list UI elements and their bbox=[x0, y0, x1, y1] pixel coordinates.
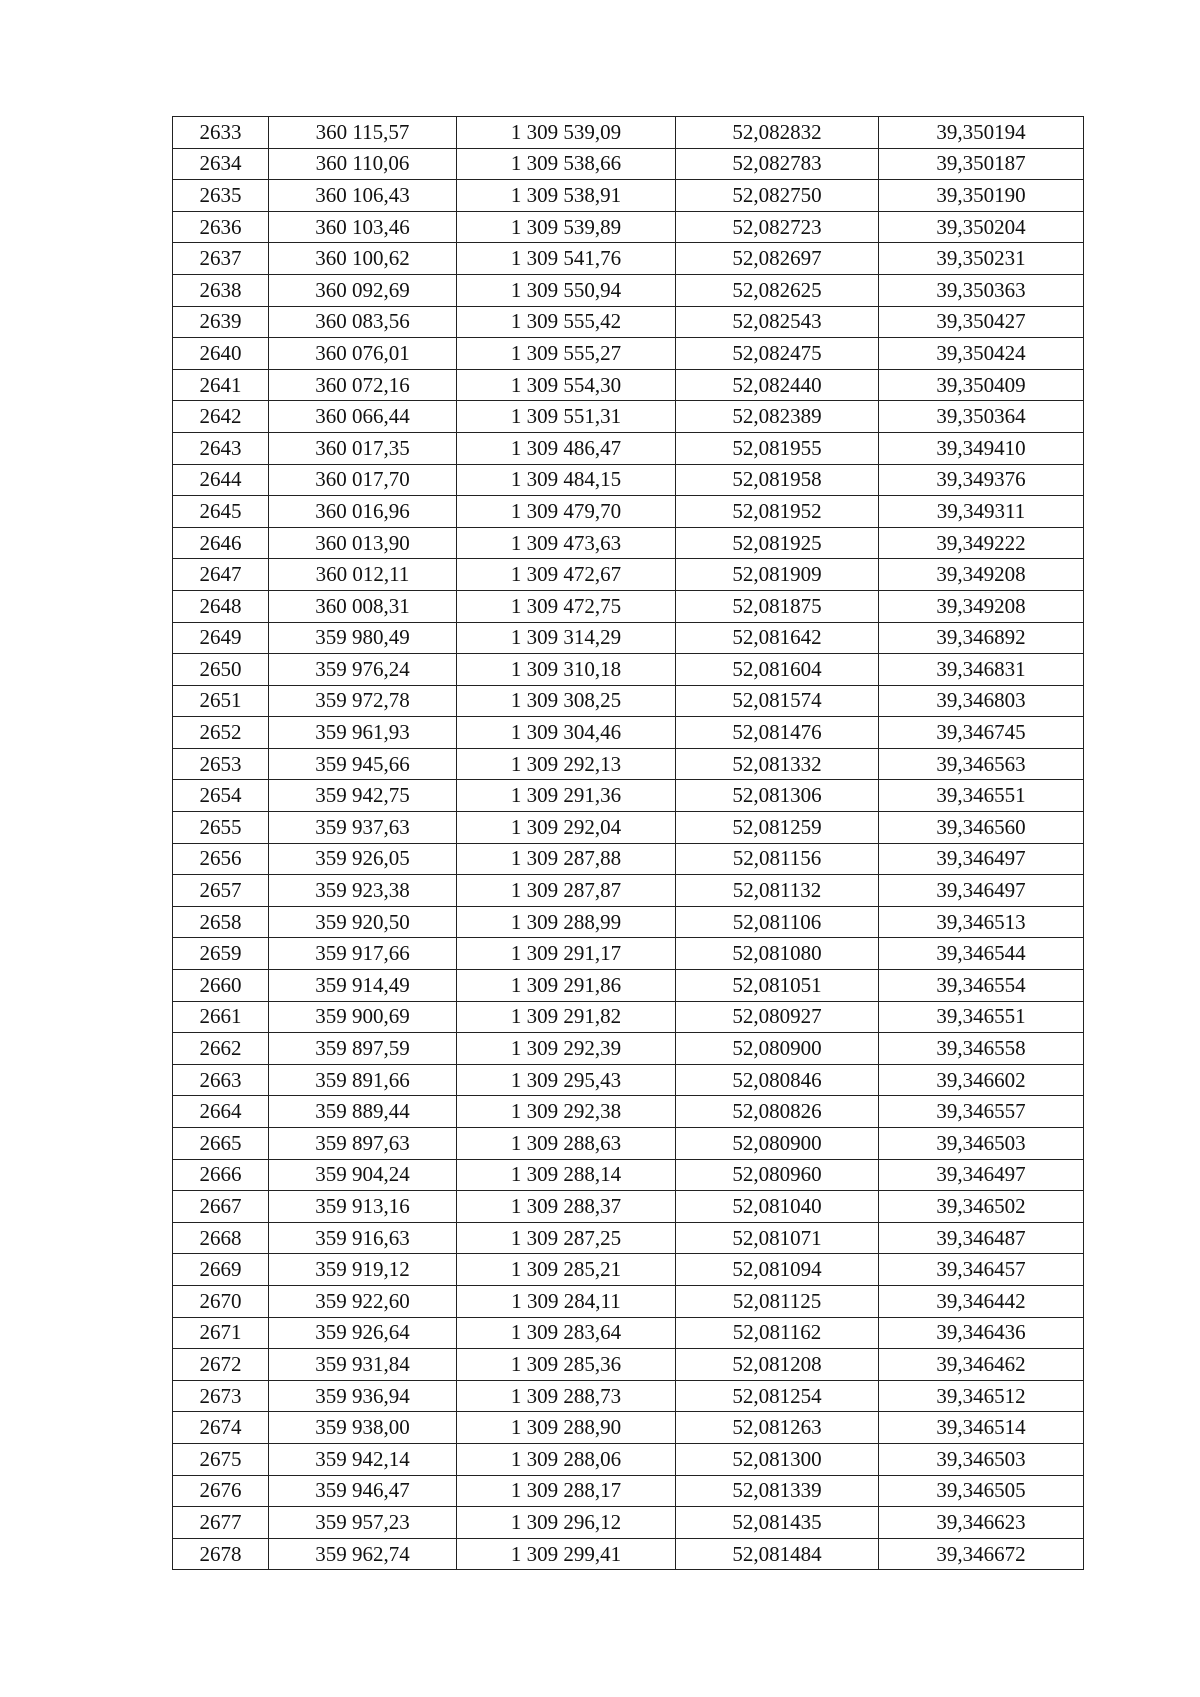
table-row bbox=[173, 906, 1084, 938]
y-coordinate-cell: 1 309 288,37 bbox=[457, 1191, 676, 1223]
y-coordinate-cell: 1 309 288,17 bbox=[457, 1475, 676, 1507]
longitude-cell: 39,350409 bbox=[879, 369, 1084, 401]
y-coordinate-cell: 1 309 292,04 bbox=[457, 812, 676, 844]
table-row bbox=[173, 496, 1084, 528]
table-row bbox=[173, 590, 1084, 622]
y-coordinate-cell: 1 309 539,89 bbox=[457, 211, 676, 243]
latitude-cell: 52,081300 bbox=[676, 1443, 879, 1475]
table-row bbox=[173, 1191, 1084, 1223]
longitude-cell: 39,346505 bbox=[879, 1475, 1084, 1507]
y-coordinate-cell: 1 309 538,66 bbox=[457, 148, 676, 180]
longitude-cell: 39,346803 bbox=[879, 685, 1084, 717]
table-row bbox=[173, 559, 1084, 591]
x-coordinate-cell: 359 914,49 bbox=[269, 970, 457, 1002]
y-coordinate-cell: 1 309 555,42 bbox=[457, 306, 676, 338]
x-coordinate-cell: 360 106,43 bbox=[269, 180, 457, 212]
latitude-cell: 52,081125 bbox=[676, 1285, 879, 1317]
y-coordinate-cell: 1 309 486,47 bbox=[457, 432, 676, 464]
point-number-cell: 2636 bbox=[173, 211, 269, 243]
point-number-cell: 2649 bbox=[173, 622, 269, 654]
latitude-cell: 52,081208 bbox=[676, 1349, 879, 1381]
table-row bbox=[173, 1507, 1084, 1539]
table-row bbox=[173, 1254, 1084, 1286]
point-number-cell: 2671 bbox=[173, 1317, 269, 1349]
y-coordinate-cell: 1 309 472,67 bbox=[457, 559, 676, 591]
point-number-cell: 2638 bbox=[173, 274, 269, 306]
longitude-cell: 39,350231 bbox=[879, 243, 1084, 275]
latitude-cell: 52,081955 bbox=[676, 432, 879, 464]
table-row bbox=[173, 1349, 1084, 1381]
point-number-cell: 2658 bbox=[173, 906, 269, 938]
table-row bbox=[173, 338, 1084, 370]
x-coordinate-cell: 359 957,23 bbox=[269, 1507, 457, 1539]
longitude-cell: 39,346602 bbox=[879, 1064, 1084, 1096]
latitude-cell: 52,081875 bbox=[676, 590, 879, 622]
longitude-cell: 39,346551 bbox=[879, 780, 1084, 812]
longitude-cell: 39,346503 bbox=[879, 1443, 1084, 1475]
y-coordinate-cell: 1 309 538,91 bbox=[457, 180, 676, 212]
point-number-cell: 2666 bbox=[173, 1159, 269, 1191]
longitude-cell: 39,346892 bbox=[879, 622, 1084, 654]
table-row bbox=[173, 622, 1084, 654]
latitude-cell: 52,080900 bbox=[676, 1033, 879, 1065]
x-coordinate-cell: 359 897,59 bbox=[269, 1033, 457, 1065]
x-coordinate-cell: 360 012,11 bbox=[269, 559, 457, 591]
longitude-cell: 39,346462 bbox=[879, 1349, 1084, 1381]
point-number-cell: 2655 bbox=[173, 812, 269, 844]
table-row bbox=[173, 117, 1084, 149]
point-number-cell: 2647 bbox=[173, 559, 269, 591]
latitude-cell: 52,081952 bbox=[676, 496, 879, 528]
longitude-cell: 39,346512 bbox=[879, 1380, 1084, 1412]
latitude-cell: 52,082625 bbox=[676, 274, 879, 306]
longitude-cell: 39,346487 bbox=[879, 1222, 1084, 1254]
x-coordinate-cell: 359 923,38 bbox=[269, 875, 457, 907]
longitude-cell: 39,350187 bbox=[879, 148, 1084, 180]
table-row bbox=[173, 1412, 1084, 1444]
x-coordinate-cell: 360 013,90 bbox=[269, 527, 457, 559]
y-coordinate-cell: 1 309 555,27 bbox=[457, 338, 676, 370]
latitude-cell: 52,081162 bbox=[676, 1317, 879, 1349]
y-coordinate-cell: 1 309 291,36 bbox=[457, 780, 676, 812]
longitude-cell: 39,350363 bbox=[879, 274, 1084, 306]
longitude-cell: 39,350424 bbox=[879, 338, 1084, 370]
coordinates-table bbox=[172, 116, 1084, 1570]
x-coordinate-cell: 359 926,05 bbox=[269, 843, 457, 875]
y-coordinate-cell: 1 309 292,39 bbox=[457, 1033, 676, 1065]
y-coordinate-cell: 1 309 479,70 bbox=[457, 496, 676, 528]
latitude-cell: 52,080846 bbox=[676, 1064, 879, 1096]
y-coordinate-cell: 1 309 284,11 bbox=[457, 1285, 676, 1317]
point-number-cell: 2668 bbox=[173, 1222, 269, 1254]
x-coordinate-cell: 360 103,46 bbox=[269, 211, 457, 243]
point-number-cell: 2677 bbox=[173, 1507, 269, 1539]
table-row bbox=[173, 780, 1084, 812]
x-coordinate-cell: 359 976,24 bbox=[269, 654, 457, 686]
latitude-cell: 52,082750 bbox=[676, 180, 879, 212]
x-coordinate-cell: 360 076,01 bbox=[269, 338, 457, 370]
table-row bbox=[173, 180, 1084, 212]
longitude-cell: 39,346436 bbox=[879, 1317, 1084, 1349]
y-coordinate-cell: 1 309 308,25 bbox=[457, 685, 676, 717]
x-coordinate-cell: 360 008,31 bbox=[269, 590, 457, 622]
table-row bbox=[173, 1222, 1084, 1254]
latitude-cell: 52,081925 bbox=[676, 527, 879, 559]
point-number-cell: 2674 bbox=[173, 1412, 269, 1444]
y-coordinate-cell: 1 309 310,18 bbox=[457, 654, 676, 686]
y-coordinate-cell: 1 309 285,36 bbox=[457, 1349, 676, 1381]
point-number-cell: 2652 bbox=[173, 717, 269, 749]
longitude-cell: 39,349376 bbox=[879, 464, 1084, 496]
latitude-cell: 52,080960 bbox=[676, 1159, 879, 1191]
table-row bbox=[173, 875, 1084, 907]
longitude-cell: 39,350427 bbox=[879, 306, 1084, 338]
point-number-cell: 2648 bbox=[173, 590, 269, 622]
y-coordinate-cell: 1 309 295,43 bbox=[457, 1064, 676, 1096]
longitude-cell: 39,346513 bbox=[879, 906, 1084, 938]
longitude-cell: 39,346563 bbox=[879, 748, 1084, 780]
latitude-cell: 52,081476 bbox=[676, 717, 879, 749]
latitude-cell: 52,081051 bbox=[676, 970, 879, 1002]
longitude-cell: 39,346623 bbox=[879, 1507, 1084, 1539]
point-number-cell: 2670 bbox=[173, 1285, 269, 1317]
latitude-cell: 52,081040 bbox=[676, 1191, 879, 1223]
table-row bbox=[173, 211, 1084, 243]
x-coordinate-cell: 359 931,84 bbox=[269, 1349, 457, 1381]
x-coordinate-cell: 359 926,64 bbox=[269, 1317, 457, 1349]
latitude-cell: 52,081080 bbox=[676, 938, 879, 970]
y-coordinate-cell: 1 309 292,13 bbox=[457, 748, 676, 780]
latitude-cell: 52,082543 bbox=[676, 306, 879, 338]
table-row bbox=[173, 1443, 1084, 1475]
x-coordinate-cell: 360 100,62 bbox=[269, 243, 457, 275]
y-coordinate-cell: 1 309 314,29 bbox=[457, 622, 676, 654]
latitude-cell: 52,082783 bbox=[676, 148, 879, 180]
table-row bbox=[173, 970, 1084, 1002]
x-coordinate-cell: 359 962,74 bbox=[269, 1538, 457, 1570]
table-row bbox=[173, 243, 1084, 275]
table-row bbox=[173, 432, 1084, 464]
point-number-cell: 2633 bbox=[173, 117, 269, 149]
y-coordinate-cell: 1 309 472,75 bbox=[457, 590, 676, 622]
longitude-cell: 39,346551 bbox=[879, 1001, 1084, 1033]
table-row bbox=[173, 1033, 1084, 1065]
table-row bbox=[173, 654, 1084, 686]
longitude-cell: 39,346503 bbox=[879, 1128, 1084, 1160]
latitude-cell: 52,080900 bbox=[676, 1128, 879, 1160]
latitude-cell: 52,082832 bbox=[676, 117, 879, 149]
latitude-cell: 52,081339 bbox=[676, 1475, 879, 1507]
point-number-cell: 2645 bbox=[173, 496, 269, 528]
latitude-cell: 52,081263 bbox=[676, 1412, 879, 1444]
latitude-cell: 52,082697 bbox=[676, 243, 879, 275]
table-row bbox=[173, 938, 1084, 970]
x-coordinate-cell: 359 900,69 bbox=[269, 1001, 457, 1033]
point-number-cell: 2637 bbox=[173, 243, 269, 275]
latitude-cell: 52,081254 bbox=[676, 1380, 879, 1412]
x-coordinate-cell: 360 115,57 bbox=[269, 117, 457, 149]
longitude-cell: 39,350190 bbox=[879, 180, 1084, 212]
table-row bbox=[173, 1317, 1084, 1349]
point-number-cell: 2644 bbox=[173, 464, 269, 496]
x-coordinate-cell: 359 922,60 bbox=[269, 1285, 457, 1317]
longitude-cell: 39,346560 bbox=[879, 812, 1084, 844]
table-row bbox=[173, 274, 1084, 306]
y-coordinate-cell: 1 309 554,30 bbox=[457, 369, 676, 401]
table-row bbox=[173, 1475, 1084, 1507]
table-row bbox=[173, 527, 1084, 559]
longitude-cell: 39,346544 bbox=[879, 938, 1084, 970]
longitude-cell: 39,346831 bbox=[879, 654, 1084, 686]
point-number-cell: 2669 bbox=[173, 1254, 269, 1286]
point-number-cell: 2641 bbox=[173, 369, 269, 401]
y-coordinate-cell: 1 309 292,38 bbox=[457, 1096, 676, 1128]
x-coordinate-cell: 359 942,75 bbox=[269, 780, 457, 812]
longitude-cell: 39,346497 bbox=[879, 1159, 1084, 1191]
point-number-cell: 2659 bbox=[173, 938, 269, 970]
point-number-cell: 2635 bbox=[173, 180, 269, 212]
longitude-cell: 39,346497 bbox=[879, 875, 1084, 907]
table-row bbox=[173, 1064, 1084, 1096]
point-number-cell: 2676 bbox=[173, 1475, 269, 1507]
latitude-cell: 52,080927 bbox=[676, 1001, 879, 1033]
longitude-cell: 39,346442 bbox=[879, 1285, 1084, 1317]
latitude-cell: 52,081958 bbox=[676, 464, 879, 496]
latitude-cell: 52,081306 bbox=[676, 780, 879, 812]
table-row bbox=[173, 148, 1084, 180]
x-coordinate-cell: 359 904,24 bbox=[269, 1159, 457, 1191]
longitude-cell: 39,349208 bbox=[879, 559, 1084, 591]
latitude-cell: 52,082440 bbox=[676, 369, 879, 401]
point-number-cell: 2672 bbox=[173, 1349, 269, 1381]
point-number-cell: 2660 bbox=[173, 970, 269, 1002]
latitude-cell: 52,081909 bbox=[676, 559, 879, 591]
y-coordinate-cell: 1 309 299,41 bbox=[457, 1538, 676, 1570]
latitude-cell: 52,081642 bbox=[676, 622, 879, 654]
point-number-cell: 2675 bbox=[173, 1443, 269, 1475]
y-coordinate-cell: 1 309 283,64 bbox=[457, 1317, 676, 1349]
table-row bbox=[173, 748, 1084, 780]
point-number-cell: 2667 bbox=[173, 1191, 269, 1223]
x-coordinate-cell: 360 072,16 bbox=[269, 369, 457, 401]
x-coordinate-cell: 359 945,66 bbox=[269, 748, 457, 780]
y-coordinate-cell: 1 309 288,14 bbox=[457, 1159, 676, 1191]
latitude-cell: 52,081332 bbox=[676, 748, 879, 780]
table-row bbox=[173, 685, 1084, 717]
x-coordinate-cell: 359 917,66 bbox=[269, 938, 457, 970]
table-row bbox=[173, 369, 1084, 401]
y-coordinate-cell: 1 309 287,88 bbox=[457, 843, 676, 875]
x-coordinate-cell: 359 961,93 bbox=[269, 717, 457, 749]
x-coordinate-cell: 360 110,06 bbox=[269, 148, 457, 180]
y-coordinate-cell: 1 309 285,21 bbox=[457, 1254, 676, 1286]
latitude-cell: 52,081156 bbox=[676, 843, 879, 875]
table-row bbox=[173, 306, 1084, 338]
point-number-cell: 2650 bbox=[173, 654, 269, 686]
x-coordinate-cell: 359 889,44 bbox=[269, 1096, 457, 1128]
latitude-cell: 52,080826 bbox=[676, 1096, 879, 1128]
y-coordinate-cell: 1 309 539,09 bbox=[457, 117, 676, 149]
x-coordinate-cell: 359 938,00 bbox=[269, 1412, 457, 1444]
y-coordinate-cell: 1 309 296,12 bbox=[457, 1507, 676, 1539]
longitude-cell: 39,346497 bbox=[879, 843, 1084, 875]
longitude-cell: 39,346558 bbox=[879, 1033, 1084, 1065]
point-number-cell: 2653 bbox=[173, 748, 269, 780]
point-number-cell: 2639 bbox=[173, 306, 269, 338]
point-number-cell: 2657 bbox=[173, 875, 269, 907]
table-row bbox=[173, 717, 1084, 749]
longitude-cell: 39,346745 bbox=[879, 717, 1084, 749]
table-row bbox=[173, 1001, 1084, 1033]
point-number-cell: 2665 bbox=[173, 1128, 269, 1160]
point-number-cell: 2654 bbox=[173, 780, 269, 812]
latitude-cell: 52,082475 bbox=[676, 338, 879, 370]
x-coordinate-cell: 359 946,47 bbox=[269, 1475, 457, 1507]
y-coordinate-cell: 1 309 288,73 bbox=[457, 1380, 676, 1412]
y-coordinate-cell: 1 309 288,06 bbox=[457, 1443, 676, 1475]
x-coordinate-cell: 360 066,44 bbox=[269, 401, 457, 433]
table-row bbox=[173, 401, 1084, 433]
longitude-cell: 39,346672 bbox=[879, 1538, 1084, 1570]
x-coordinate-cell: 359 920,50 bbox=[269, 906, 457, 938]
table-row bbox=[173, 464, 1084, 496]
x-coordinate-cell: 359 913,16 bbox=[269, 1191, 457, 1223]
y-coordinate-cell: 1 309 291,82 bbox=[457, 1001, 676, 1033]
coordinates-table-body bbox=[173, 117, 1084, 1570]
y-coordinate-cell: 1 309 287,25 bbox=[457, 1222, 676, 1254]
table-row bbox=[173, 1285, 1084, 1317]
y-coordinate-cell: 1 309 288,63 bbox=[457, 1128, 676, 1160]
x-coordinate-cell: 360 017,70 bbox=[269, 464, 457, 496]
x-coordinate-cell: 359 919,12 bbox=[269, 1254, 457, 1286]
point-number-cell: 2662 bbox=[173, 1033, 269, 1065]
x-coordinate-cell: 359 937,63 bbox=[269, 812, 457, 844]
point-number-cell: 2656 bbox=[173, 843, 269, 875]
x-coordinate-cell: 359 897,63 bbox=[269, 1128, 457, 1160]
x-coordinate-cell: 359 891,66 bbox=[269, 1064, 457, 1096]
point-number-cell: 2643 bbox=[173, 432, 269, 464]
latitude-cell: 52,081094 bbox=[676, 1254, 879, 1286]
x-coordinate-cell: 360 083,56 bbox=[269, 306, 457, 338]
point-number-cell: 2646 bbox=[173, 527, 269, 559]
x-coordinate-cell: 359 916,63 bbox=[269, 1222, 457, 1254]
point-number-cell: 2642 bbox=[173, 401, 269, 433]
longitude-cell: 39,350194 bbox=[879, 117, 1084, 149]
latitude-cell: 52,081484 bbox=[676, 1538, 879, 1570]
point-number-cell: 2673 bbox=[173, 1380, 269, 1412]
latitude-cell: 52,082723 bbox=[676, 211, 879, 243]
y-coordinate-cell: 1 309 288,99 bbox=[457, 906, 676, 938]
longitude-cell: 39,350364 bbox=[879, 401, 1084, 433]
latitude-cell: 52,081071 bbox=[676, 1222, 879, 1254]
y-coordinate-cell: 1 309 551,31 bbox=[457, 401, 676, 433]
latitude-cell: 52,081259 bbox=[676, 812, 879, 844]
longitude-cell: 39,346554 bbox=[879, 970, 1084, 1002]
y-coordinate-cell: 1 309 291,17 bbox=[457, 938, 676, 970]
y-coordinate-cell: 1 309 291,86 bbox=[457, 970, 676, 1002]
y-coordinate-cell: 1 309 288,90 bbox=[457, 1412, 676, 1444]
y-coordinate-cell: 1 309 304,46 bbox=[457, 717, 676, 749]
point-number-cell: 2651 bbox=[173, 685, 269, 717]
table-row bbox=[173, 1096, 1084, 1128]
x-coordinate-cell: 359 942,14 bbox=[269, 1443, 457, 1475]
table-row bbox=[173, 1128, 1084, 1160]
y-coordinate-cell: 1 309 550,94 bbox=[457, 274, 676, 306]
point-number-cell: 2663 bbox=[173, 1064, 269, 1096]
point-number-cell: 2664 bbox=[173, 1096, 269, 1128]
point-number-cell: 2634 bbox=[173, 148, 269, 180]
longitude-cell: 39,349311 bbox=[879, 496, 1084, 528]
longitude-cell: 39,349208 bbox=[879, 590, 1084, 622]
longitude-cell: 39,346557 bbox=[879, 1096, 1084, 1128]
longitude-cell: 39,346457 bbox=[879, 1254, 1084, 1286]
y-coordinate-cell: 1 309 473,63 bbox=[457, 527, 676, 559]
latitude-cell: 52,081574 bbox=[676, 685, 879, 717]
point-number-cell: 2678 bbox=[173, 1538, 269, 1570]
point-number-cell: 2640 bbox=[173, 338, 269, 370]
y-coordinate-cell: 1 309 484,15 bbox=[457, 464, 676, 496]
latitude-cell: 52,081604 bbox=[676, 654, 879, 686]
latitude-cell: 52,081435 bbox=[676, 1507, 879, 1539]
longitude-cell: 39,349222 bbox=[879, 527, 1084, 559]
latitude-cell: 52,081106 bbox=[676, 906, 879, 938]
table-row bbox=[173, 843, 1084, 875]
longitude-cell: 39,346502 bbox=[879, 1191, 1084, 1223]
y-coordinate-cell: 1 309 287,87 bbox=[457, 875, 676, 907]
point-number-cell: 2661 bbox=[173, 1001, 269, 1033]
table-row bbox=[173, 1159, 1084, 1191]
longitude-cell: 39,350204 bbox=[879, 211, 1084, 243]
latitude-cell: 52,082389 bbox=[676, 401, 879, 433]
y-coordinate-cell: 1 309 541,76 bbox=[457, 243, 676, 275]
x-coordinate-cell: 360 016,96 bbox=[269, 496, 457, 528]
latitude-cell: 52,081132 bbox=[676, 875, 879, 907]
longitude-cell: 39,346514 bbox=[879, 1412, 1084, 1444]
x-coordinate-cell: 359 972,78 bbox=[269, 685, 457, 717]
longitude-cell: 39,349410 bbox=[879, 432, 1084, 464]
table-row bbox=[173, 1380, 1084, 1412]
x-coordinate-cell: 360 092,69 bbox=[269, 274, 457, 306]
x-coordinate-cell: 360 017,35 bbox=[269, 432, 457, 464]
x-coordinate-cell: 359 980,49 bbox=[269, 622, 457, 654]
x-coordinate-cell: 359 936,94 bbox=[269, 1380, 457, 1412]
table-row bbox=[173, 812, 1084, 844]
table-row bbox=[173, 1538, 1084, 1570]
